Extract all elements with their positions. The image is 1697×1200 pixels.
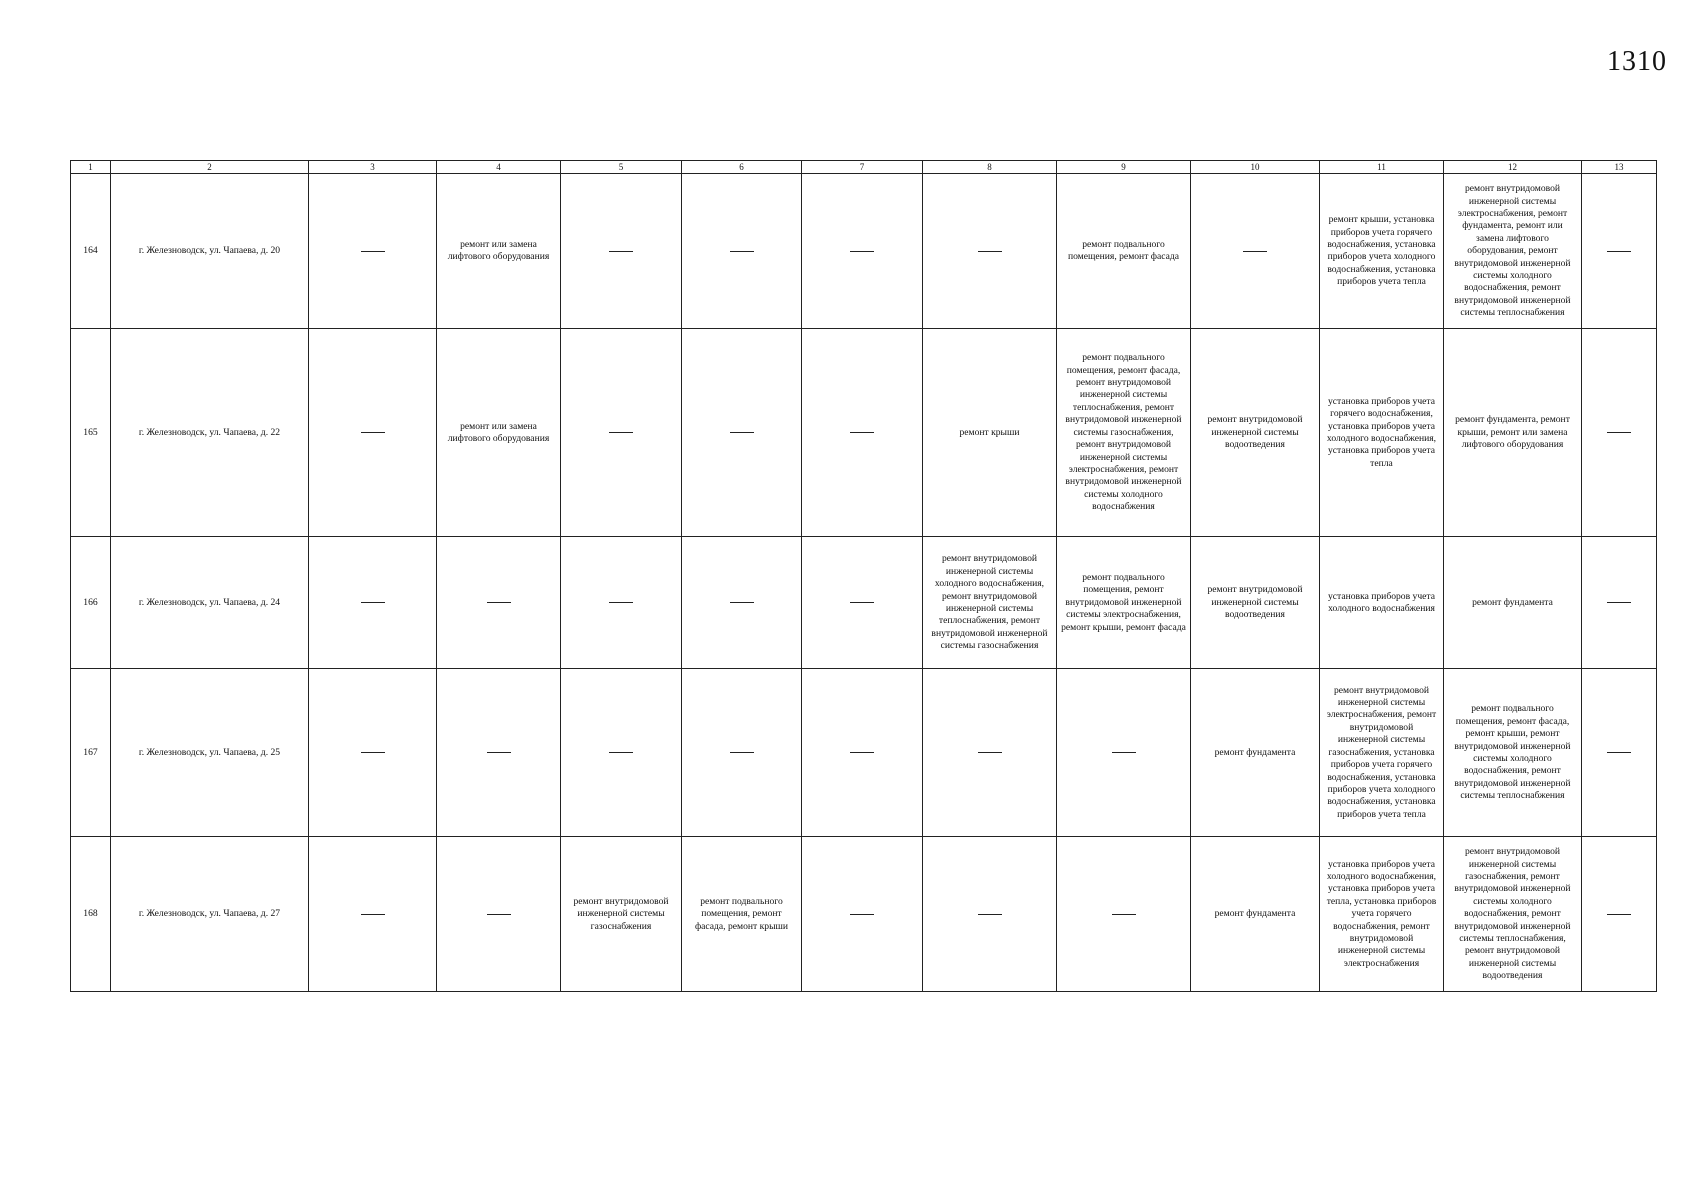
dash-cell [309, 669, 437, 837]
dash-mark [1607, 602, 1631, 603]
row-number: 168 [71, 837, 111, 992]
work-cell: ремонт подвального помещения, ремонт фасада, ремонт внутридомовой инженерной системы теплоснабжения, ремонт внутридомовой инженерной системы газоснабжения, ремонт внутридомовой инженерной системы электроснабжения, ремонт внутридомовой инженерной системы холодного водоснабжения [1057, 329, 1191, 537]
dash-cell [437, 537, 561, 669]
work-cell: ремонт подвального помещения, ремонт внутридомовой инженерной системы электроснабжения, ремонт крыши, ремонт фасада [1057, 537, 1191, 669]
work-cell: ремонт фундамента [1191, 837, 1320, 992]
dash-mark [1607, 752, 1631, 753]
column-number-row [71, 161, 1657, 174]
row-number: 166 [71, 537, 111, 669]
work-cell: ремонт крыши [923, 329, 1057, 537]
row-number: 165 [71, 329, 111, 537]
dash-cell [561, 174, 682, 329]
dash-mark [1607, 432, 1631, 433]
dash-mark [487, 602, 511, 603]
column-header: 4 [437, 161, 561, 174]
dash-cell [682, 537, 802, 669]
work-cell: ремонт внутридомовой инженерной системы водоотведения [1191, 537, 1320, 669]
dash-mark [361, 752, 385, 753]
column-header: 12 [1444, 161, 1582, 174]
dash-mark [1112, 914, 1136, 915]
dash-mark [1607, 914, 1631, 915]
work-cell: ремонт внутридомовой инженерной системы электроснабжения, ремонт внутридомовой инженерной системы газоснабжения, установка приборов учета горячего водоснабжения, установка приборов учета холодного водоснабжения, установка приборов учета тепла [1320, 669, 1444, 837]
dash-cell [437, 669, 561, 837]
dash-mark [850, 752, 874, 753]
table-row [71, 837, 1657, 992]
work-cell: установка приборов учета холодного водоснабжения [1320, 537, 1444, 669]
table-row [71, 329, 1657, 537]
dash-mark [978, 914, 1002, 915]
dash-cell [1582, 329, 1657, 537]
dash-cell [923, 669, 1057, 837]
dash-cell [309, 329, 437, 537]
address-cell: г. Железноводск, ул. Чапаева, д. 25 [111, 669, 309, 837]
column-header: 13 [1582, 161, 1657, 174]
dash-cell [682, 669, 802, 837]
column-header: 7 [802, 161, 923, 174]
dash-mark [609, 251, 633, 252]
dash-mark [730, 251, 754, 252]
dash-mark [1112, 752, 1136, 753]
work-cell: ремонт или замена лифтового оборудования [437, 174, 561, 329]
work-cell: установка приборов учета холодного водоснабжения, установка приборов учета тепла, установка приборов учета горячего водоснабжения, ремонт внутридомовой инженерной системы электроснабжения [1320, 837, 1444, 992]
work-cell: ремонт внутридомовой инженерной системы газоснабжения [561, 837, 682, 992]
column-header: 9 [1057, 161, 1191, 174]
repair-schedule-table [70, 160, 1657, 992]
dash-mark [978, 251, 1002, 252]
column-header: 6 [682, 161, 802, 174]
dash-cell [561, 537, 682, 669]
address-cell: г. Железноводск, ул. Чапаева, д. 27 [111, 837, 309, 992]
dash-cell [561, 669, 682, 837]
table-row [71, 537, 1657, 669]
dash-mark [609, 752, 633, 753]
dash-cell [1057, 837, 1191, 992]
dash-cell [1057, 669, 1191, 837]
dash-cell [1191, 174, 1320, 329]
dash-mark [487, 914, 511, 915]
dash-cell [309, 837, 437, 992]
row-number: 167 [71, 669, 111, 837]
dash-mark [361, 251, 385, 252]
work-cell: ремонт внутридомовой инженерной системы водоотведения [1191, 329, 1320, 537]
dash-mark [978, 752, 1002, 753]
work-cell: ремонт фундамента, ремонт крыши, ремонт или замена лифтового оборудования [1444, 329, 1582, 537]
dash-mark [361, 602, 385, 603]
dash-mark [850, 914, 874, 915]
work-cell: ремонт подвального помещения, ремонт фасада [1057, 174, 1191, 329]
work-cell: ремонт фундамента [1191, 669, 1320, 837]
dash-cell [561, 329, 682, 537]
dash-mark [730, 432, 754, 433]
dash-mark [361, 432, 385, 433]
column-header: 3 [309, 161, 437, 174]
dash-cell [802, 537, 923, 669]
dash-cell [1582, 537, 1657, 669]
work-cell: ремонт подвального помещения, ремонт фасада, ремонт крыши [682, 837, 802, 992]
dash-cell [1582, 174, 1657, 329]
dash-mark [850, 251, 874, 252]
work-cell: ремонт внутридомовой инженерной системы холодного водоснабжения, ремонт внутридомовой инженерной системы теплоснабжения, ремонт внутридомовой инженерной системы газоснабжения [923, 537, 1057, 669]
dash-cell [802, 174, 923, 329]
table-row [71, 669, 1657, 837]
address-cell: г. Железноводск, ул. Чапаева, д. 20 [111, 174, 309, 329]
dash-cell [309, 174, 437, 329]
address-cell: г. Железноводск, ул. Чапаева, д. 22 [111, 329, 309, 537]
dash-cell [437, 837, 561, 992]
dash-cell [802, 837, 923, 992]
work-cell: ремонт подвального помещения, ремонт фасада, ремонт крыши, ремонт внутридомовой инженерной системы холодного водоснабжения, ремонт внутридомовой инженерной системы теплоснабжения [1444, 669, 1582, 837]
row-number: 164 [71, 174, 111, 329]
work-cell: ремонт крыши, установка приборов учета горячего водоснабжения, установка приборов учета холодного водоснабжения, установка приборов учета тепла [1320, 174, 1444, 329]
dash-cell [309, 537, 437, 669]
work-cell: ремонт внутридомовой инженерной системы газоснабжения, ремонт внутридомовой инженерной системы холодного водоснабжения, ремонт внутридомовой инженерной системы теплоснабжения, ремонт внутридомовой инженерной системы водоотведения [1444, 837, 1582, 992]
column-header: 1 [71, 161, 111, 174]
dash-cell [682, 329, 802, 537]
dash-cell [923, 837, 1057, 992]
dash-mark [487, 752, 511, 753]
column-header: 2 [111, 161, 309, 174]
dash-mark [1607, 251, 1631, 252]
dash-mark [609, 432, 633, 433]
dash-cell [802, 669, 923, 837]
table-row [71, 174, 1657, 329]
column-header: 10 [1191, 161, 1320, 174]
work-cell: ремонт фундамента [1444, 537, 1582, 669]
dash-mark [850, 432, 874, 433]
dash-mark [361, 914, 385, 915]
dash-cell [1582, 837, 1657, 992]
work-cell: установка приборов учета горячего водоснабжения, установка приборов учета холодного водоснабжения, установка приборов учета тепла [1320, 329, 1444, 537]
dash-cell [923, 174, 1057, 329]
work-cell: ремонт внутридомовой инженерной системы электроснабжения, ремонт фундамента, ремонт или замена лифтового оборудования, ремонт внутридомовой инженерной системы холодного водоснабжения, ремонт внутридомовой инженерной системы теплоснабжения [1444, 174, 1582, 329]
page-number: 1310 [1607, 46, 1667, 77]
dash-mark [730, 602, 754, 603]
column-header: 11 [1320, 161, 1444, 174]
work-cell: ремонт или замена лифтового оборудования [437, 329, 561, 537]
dash-mark [730, 752, 754, 753]
column-header: 5 [561, 161, 682, 174]
dash-mark [1243, 251, 1267, 252]
column-header: 8 [923, 161, 1057, 174]
dash-cell [802, 329, 923, 537]
dash-mark [850, 602, 874, 603]
dash-cell [682, 174, 802, 329]
address-cell: г. Железноводск, ул. Чапаева, д. 24 [111, 537, 309, 669]
dash-cell [1582, 669, 1657, 837]
dash-mark [609, 602, 633, 603]
